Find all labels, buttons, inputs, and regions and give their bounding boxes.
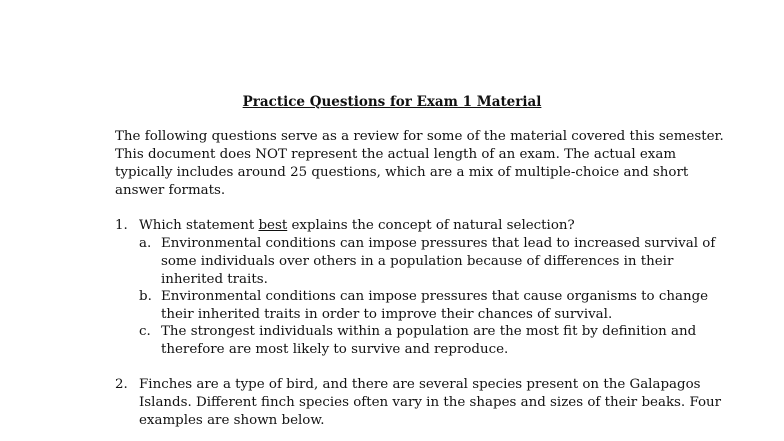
intro-line: answer formats.: [115, 183, 226, 198]
option-c-letter: c.: [139, 324, 151, 339]
question-1-stem-end: explains the concept of natural selection?: [287, 218, 575, 233]
option-c-line: The strongest individuals within a population are the most fit by definition and: [161, 324, 697, 339]
intro-line: typically includes around 25 questions, which are a mix of multiple-choice and short: [115, 165, 689, 180]
option-a-line: some individuals over others in a population because of differences in their: [161, 254, 674, 269]
question-2-number: 2.: [115, 377, 128, 392]
question-1-stem: [139, 217, 575, 235]
option-b-line: Environmental conditions can impose pressures that cause organisms to change: [161, 289, 709, 304]
document-title: Practice Questions for Exam 1 Material: [242, 94, 542, 110]
question-2-line: examples are shown below.: [139, 413, 325, 428]
option-a-line: inherited traits.: [161, 272, 268, 287]
question-1-number: 1.: [115, 218, 128, 233]
question-2-line: Islands. Different finch species often vary in the shapes and sizes of their beaks. Four: [139, 395, 722, 410]
question-1-stem-emphasis: best: [258, 218, 288, 233]
option-a-letter: a.: [139, 236, 152, 251]
option-b-letter: b.: [139, 289, 152, 304]
intro-line: The following questions serve as a review for some of the material covered this semester.: [115, 129, 724, 144]
option-c-line: therefore are most likely to survive and reproduce.: [161, 342, 509, 357]
option-b-line: their inherited traits in order to improve their chances of survival.: [161, 307, 613, 322]
question-2-line: Finches are a type of bird, and there are several species present on the Galapagos: [139, 377, 701, 392]
option-a-line: Environmental conditions can impose pressures that lead to increased survival of: [161, 236, 716, 251]
intro-line: This document does NOT represent the actual length of an exam. The actual exam: [115, 147, 677, 162]
question-1-stem-start: Which statement: [139, 218, 259, 233]
